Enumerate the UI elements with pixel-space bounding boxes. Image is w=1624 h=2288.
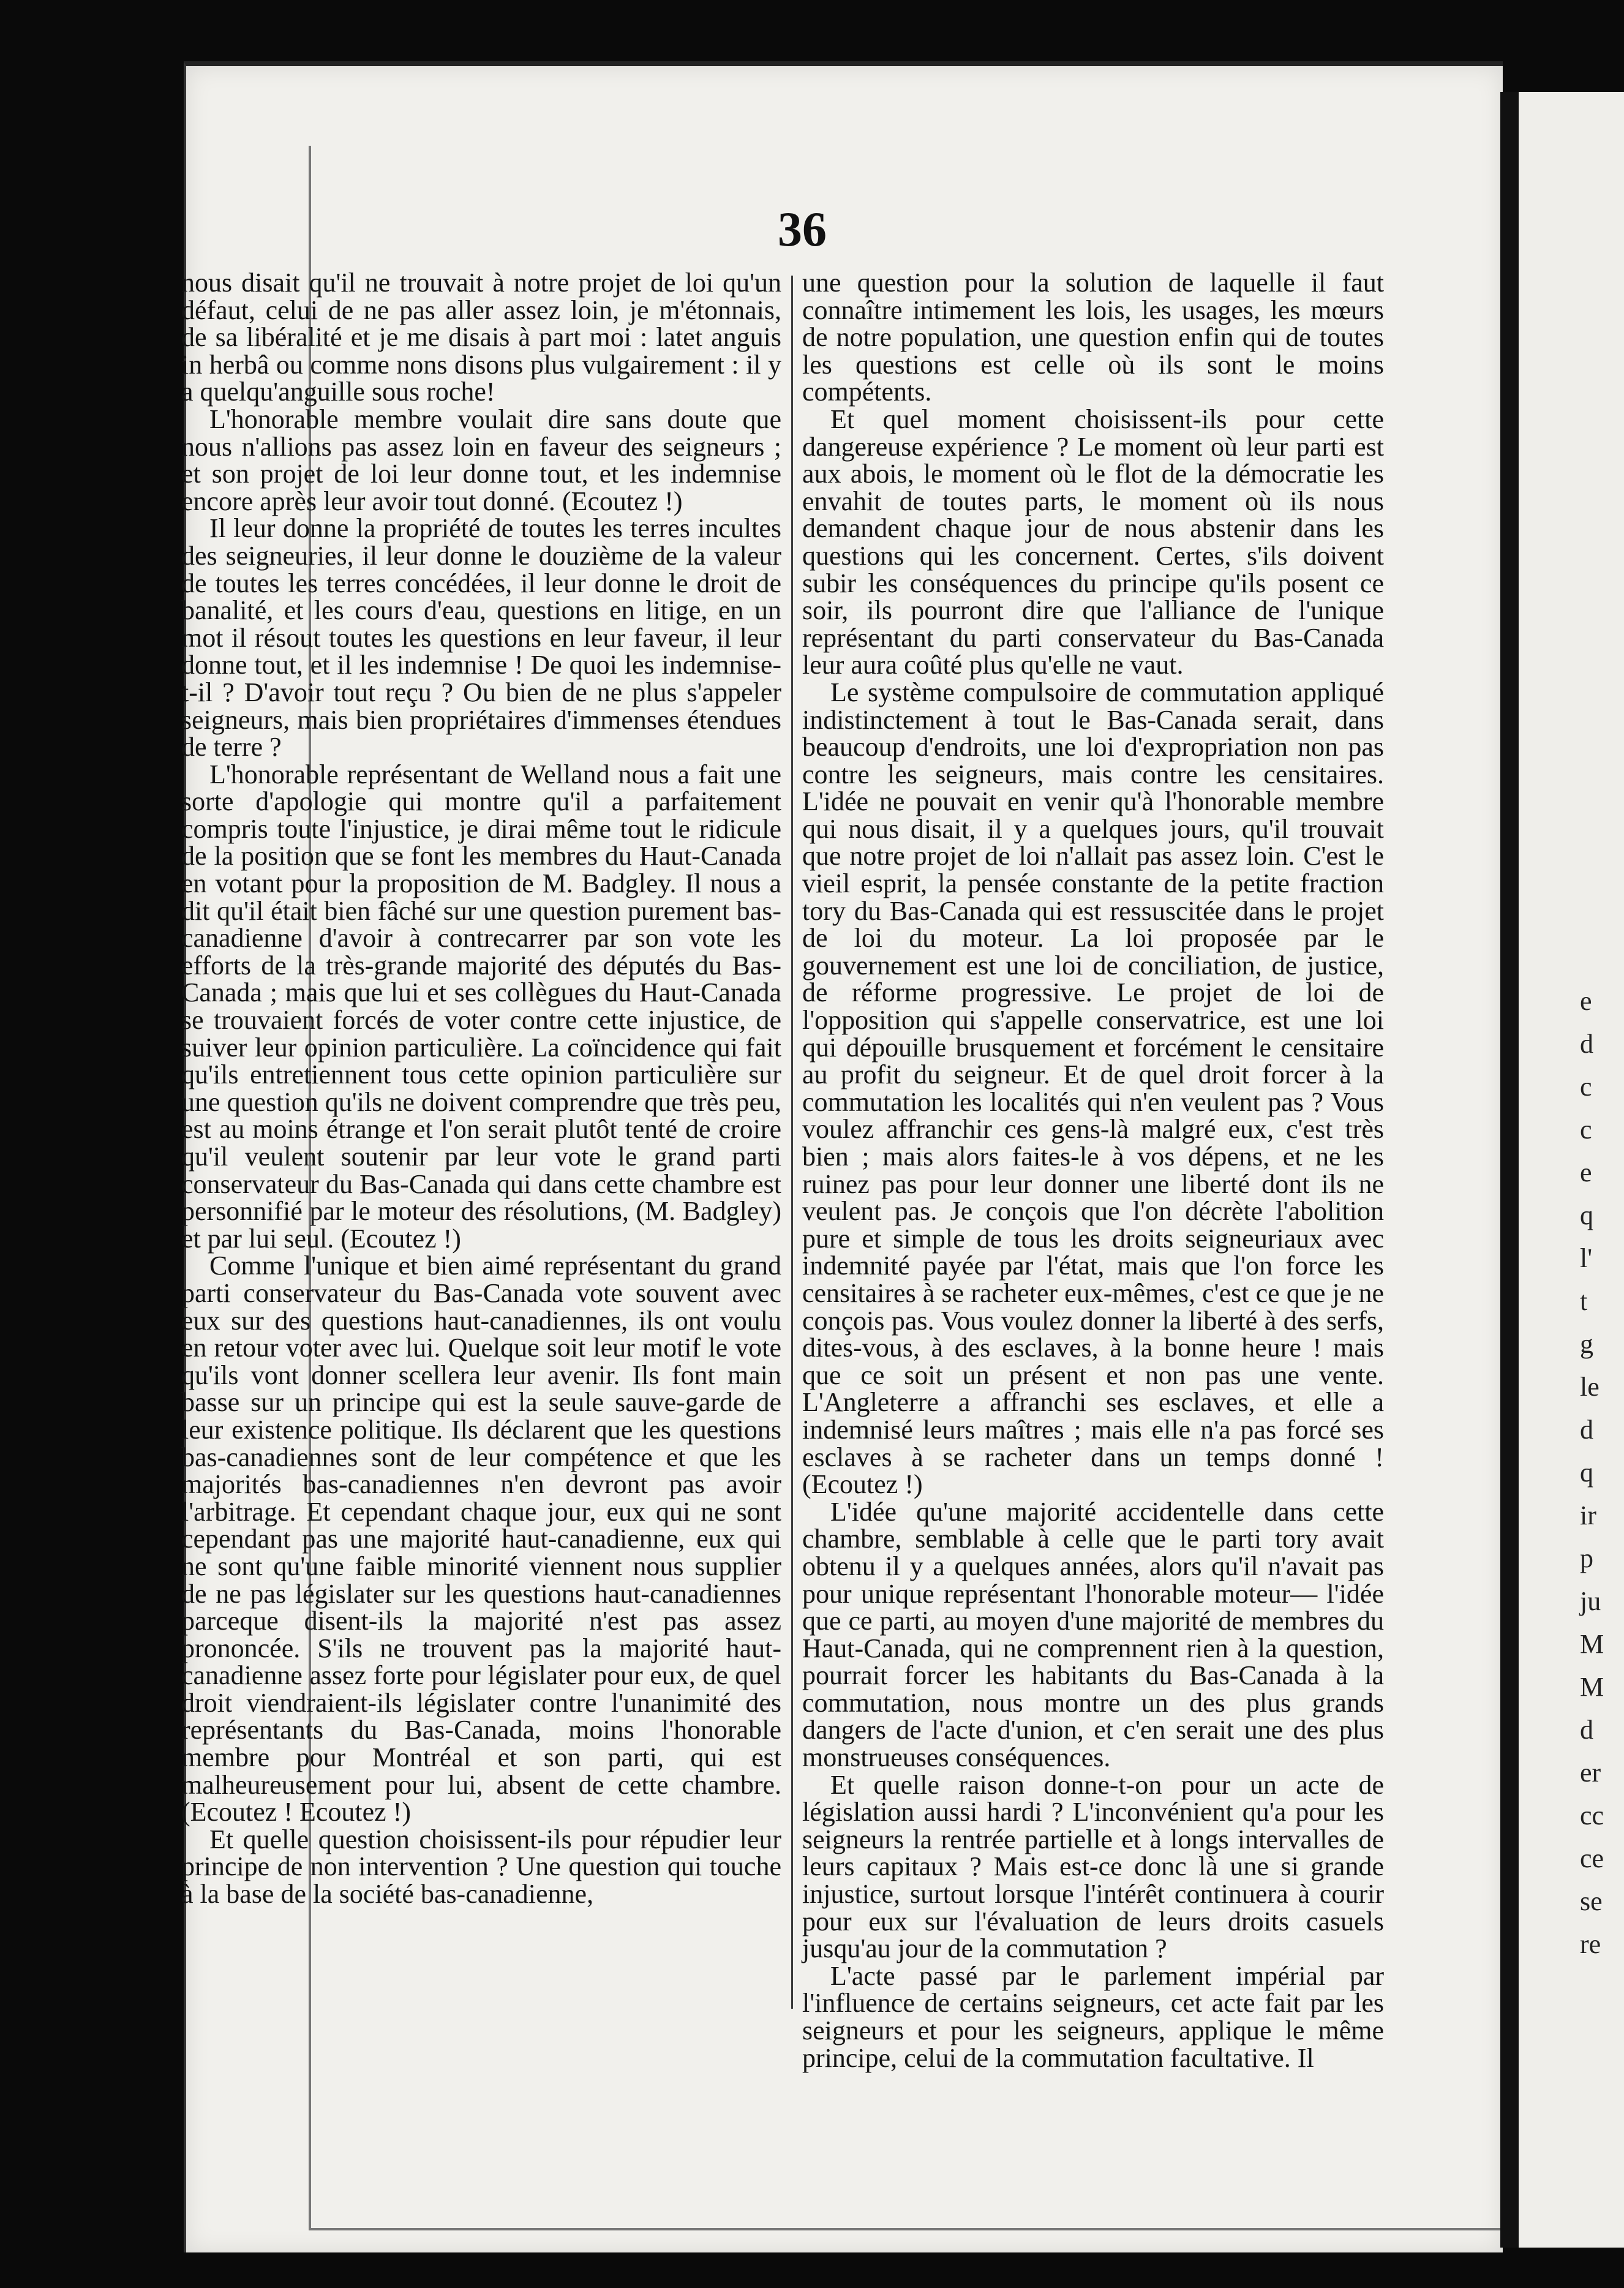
paragraph: Il leur donne la propriété de toutes les terres incultes des seigneuries, il leur donne le douzième de la valeur de toutes les terres concédées, il leur donne le droit de banalité, et les cours d'eau, questions en litige, en un mot il résout toutes les questions en leur faveur, il leur donne tout, et il les indemnise ! De quoi les indemnise-t-il ? D'avoir tout reçu ? Ou bien de ne plus s'appeler seigneurs, mais bien propriétaires d'immenses étendues de terre ?: [181, 513, 781, 762]
adjacent-page-fragment: re: [1580, 1929, 1601, 1959]
adjacent-page-text: [1580, 980, 1624, 1966]
adjacent-page-fragment: ce: [1580, 1843, 1604, 1873]
adjacent-page-fragment: er: [1580, 1758, 1601, 1788]
adjacent-page-fragment: d: [1580, 1029, 1593, 1059]
adjacent-page-fragment: l': [1580, 1243, 1593, 1273]
paragraph: Le système compulsoire de commutation appliqué indistinctement à tout le Bas-Canada serait, dans beaucoup d'endroits, une loi d'expropriation non pas contre les seigneurs, mais contre les censitaires. L'idée ne pouvait en venir qu'à l'honorable membre qui nous disait, il y a quelques jours, qu'il trouvait que notre projet de loi n'allait pas assez loin. C'est le vieil esprit, la pensée constante de la petite fraction tory du Bas-Canada qui est ressuscitée dans le projet de loi du moteur. La loi proposée par le gouvernement est une loi de conciliation, de justice, de réforme progressive. Le projet de loi de l'opposition qui s'appelle conservatrice, est une loi qui dépouille brusquement et forcément le censitaire au profit du seigneur. Et de quel droit forcer à la commutation les localités qui n'en veulent pas ? Vous voulez affranchir ces gens-là malgré eux, c'est très bien ; mais alors faites-le à vos dépens, et ne les ruinez pas pour leur donner une liberté dont ils ne veulent pas. Je conçois que l'on décrète l'abolition pure et simple de tous les droits seigneuriaux avec indemnité payée par l'état, mais que l'on force les censitaires à se racheter eux-mêmes, c'est ce que je ne conçois pas. Vous voulez donner la liberté à des serfs, dites-vous, à des esclaves, à la bonne heure ! mais que ce soit un présent et non pas une vente. L'Angleterre a affranchi ses esclaves, et elle a indemnisé leurs maîtres ; mais elle n'a pas forcé ses esclaves à se racheter dans un temps donné ! (Ecoutez !): [802, 677, 1384, 1500]
paragraph: nous disait qu'il ne trouvait à notre projet de loi qu'un défaut, celui de ne pas aller assez loin, je m'étonnais, de sa libéralité et je me disais à part moi : latet anguis in herbâ ou comme nons disons plus vulgairement : il y a quelqu'anguille sous roche!: [181, 268, 781, 407]
adjacent-page-fragment: p: [1580, 1543, 1593, 1573]
adjacent-page-fragment: c: [1580, 1072, 1592, 1102]
paragraph: L'honorable représentant de Welland nous a fait une sorte d'apologie qui montre qu'il a parfaitement compris toute l'injustice, je dirai même tout le ridicule de la position que se font les membres du Haut-Canada en votant pour la proposition de M. Badgley. Il nous a dit qu'il était bien fâché sur une question purement bas-canadienne d'avoir à contrecarrer par son vote les efforts de la très-grande majorité des députés du Bas-Canada ; mais que lui et ses collègues du Haut-Canada se trouvaient forcés de voter contre cette injustice, de suiver leur opinion particulière. La coïncidence qui fait qu'ils entretiennent tous cette opinion particulière sur une question qu'ils ne doivent comprendre que très peu, est au moins étrange et l'on serait plutôt tenté de croire qu'il veulent soutenir par leur vote le grand parti conservateur du Bas-Canada qui dans cette chambre est personnifié par le moteur des résolutions, (M. Badgley) et par lui seul. (Ecoutez !): [181, 759, 781, 1254]
paragraph: L'honorable membre voulait dire sans doute que nous n'allions pas assez loin en faveur des seigneurs ; et son projet de loi leur donne tout, et les indemnise encore après leur avoir tout donné. (Ecoutez !): [181, 404, 781, 516]
paragraph: Comme l'unique et bien aimé représentant du grand parti conservateur du Bas-Canada vote souvent avec eux sur des questions haut-canadiennes, ils ont voulu en retour voter avec lui. Quelque soit leur motif le vote qu'ils vont donner scellera leur avenir. Ils font main basse sur un principe qui est la seule sauve-garde de leur existence politique. Ils déclarent que les questions bas-canadiennes sont de leur compétence et que les majorités bas-canadiennes n'en devront pas avoir l'arbitrage. Et cependant chaque jour, eux qui ne sont cependant pas une majorité haut-canadienne, eux qui ne sont qu'une faible minorité viennent nous supplier de ne pas législater sur les questions haut-canadiennes parceque disent-ils la majorité n'est pas assez prononcée. S'ils ne trouvent pas la majorité haut-canadienne assez forte pour législater pour eux, de quel droit viendraient-ils législater contre l'unanimité des représentants du Bas-Canada, moins l'honorable membre pour Montréal et son parti, qui est malheureusement pour lui, absent de cette chambre. (Ecoutez ! Ecoutez !): [181, 1251, 781, 1827]
adjacent-page-fragment: q: [1580, 1458, 1593, 1488]
page-gutter: [1500, 92, 1519, 2248]
adjacent-page-fragment: g: [1580, 1329, 1593, 1359]
adjacent-page-fragment: cc: [1580, 1801, 1604, 1831]
paragraph: L'acte passé par le parlement impérial par l'influence de certains seigneurs, cet acte fait par les seigneurs et pour les seigneurs, applique le même principe, celui de la commutation facultative. Il: [802, 1960, 1384, 2073]
adjacent-page-fragment: t: [1580, 1286, 1588, 1316]
paragraph: Et quelle question choisissent-ils pour répudier leur principe de non intervention ? Une question qui touche à la base de la société bas-canadienne,: [181, 1824, 781, 1910]
adjacent-page-fragment: ju: [1580, 1586, 1601, 1616]
right-column: [802, 269, 1384, 2072]
paragraph: une question pour la solution de laquelle il faut connaître intimement les lois, les usages, les mœurs de notre population, une question enfin qui de toutes les questions est celle où ils sont le moins compétents.: [802, 268, 1384, 407]
adjacent-page-fragment: d: [1580, 1715, 1593, 1745]
left-column: [181, 269, 781, 1908]
adjacent-page-fragment: M: [1580, 1629, 1604, 1659]
adjacent-page-fragment: e: [1580, 986, 1592, 1016]
paragraph: L'idée qu'une majorité accidentelle dans cette chambre, semblable à celle que le parti tory avait obtenu il y a quelques années, alors qu'il n'avait pas pour unique représentant l'honorable moteur— l'idée que ce parti, au moyen d'une majorité de membres du Haut-Canada, qui ne comprennent rien à la question, pourrait forcer les habitants du Bas-Canada à la commutation, nous montre un des plus grands dangers de l'acte d'union, et c'en serait une des plus monstrueuses conséquences.: [802, 1496, 1384, 1773]
paragraph: Et quel moment choisissent-ils pour cette dangereuse expérience ? Le moment où leur parti est aux abois, le moment où le flot de la démocratie les envahit de toutes parts, le moment où ils nous demandent chaque jour de nous abstenir dans les questions qui les concernent. Certes, s'ils doivent subir les conséquences du principe qu'ils posent ce soir, ils pourront dire que l'alliance de l'unique représentant du parti conservateur du Bas-Canada leur aura coûté plus qu'elle ne vaut.: [802, 404, 1384, 680]
adjacent-page-fragment: ir: [1580, 1500, 1596, 1530]
adjacent-page-fragment: e: [1580, 1157, 1592, 1187]
adjacent-page-fragment: q: [1580, 1200, 1593, 1230]
adjacent-page-fragment: c: [1580, 1115, 1592, 1145]
paragraph: Et quelle raison donne-t-on pour un acte de législation aussi hardi ? L'inconvénient qu'a pour les seigneurs la rentrée partielle et à longs intervalles de leurs capitaux ? Mais est-ce donc là une si grande injustice, surtout lorsque l'intérêt continuera à courir pour eux sur l'évaluation de leurs droits casuels jusqu'au jour de la commutation ?: [802, 1769, 1384, 1964]
adjacent-page-fragment: d: [1580, 1415, 1593, 1445]
column-divider: [791, 276, 793, 2009]
adjacent-page-fragment: M: [1580, 1672, 1604, 1702]
page-number: 36: [778, 203, 827, 257]
adjacent-page-fragment: se: [1580, 1886, 1603, 1916]
adjacent-page-fragment: le: [1580, 1372, 1600, 1402]
